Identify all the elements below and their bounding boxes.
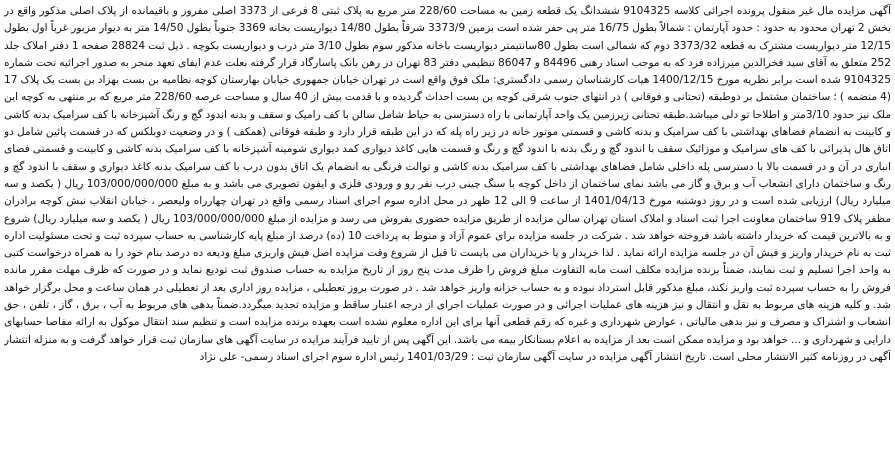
auction-notice xyxy=(4,3,891,469)
auction-notice-text: آگهی مزایده مال غیر منقول پرونده اجرائی کلاسه 9104325 ششدانگ یک قطعه زمین به مساحت 228/60 متر مربع به پلاک ثبتی 8 فرعی از 3373 اصلی مفروز و باقیمانده از پلاک اصلی مذکور واقع در بخش 2 تهران محدود به حدود : حدود آپارتمان : شمالاً بطول 16/75 متر پی حفر شده است بزمین 3373/9 شرقاً بطول 14/80 دیواریست بخانه 3369 جنوباً بطول 14/50 متر به دیوار مزبور غرباً اول بطول 12/15 متر دیواریست مشترک به قطعه 3373/32 دوم که شمالی است بطول 80سانتیمتر دیواریست باخانه مذکور سوم بطول 3/10 متر درب و دیواریست بکوچه . ذیل ثبت 28824 صفحه 1 دفتر املاک جلد 252 متعلق به آقای سید فخرالدین میرزاده فرد که به موجب اسناد رهنی 84496 و 86047 تنظیمی دفتر 83 تهران در رهن بانک پاسارگاد قرار گرفته بعلت عدم ایفای تعهد منجر به صدور اجرائیه تحت شماره 9104325 شده است برابر نظریه مورخ 1400/12/15 هیات کارشناسان رسمی دادگستری: ملک فوق واقع است در تهران خیابان جمهوری خیابان بهارستان کوچه نظامیه بن بست بهزاد بن بست یک پلاک 17 (4 منضمه ) ؛ ساختمان مشتمل بر دوطبقه (تحتانی و فوقانی ) در انتهای جنوب شرقی کوچه بن بست احداث گردیده و با قدمت بیش از 40 سال و مساحت عرصه 228/60 متر مربع که بر منتهی به کوچه این ملک نیز حدود 3/10متر و اطلاحا تو دلی میباشد.طبقه تحتانی زیرزمین یک واحد آپارتمانی با راه دسترسی به حیاط شامل سالن با کف رامیک و سقف و بدنه اندود گچ و رنگ آشپزخانه با کف سرامیک بدنه کاشی و کابینت به انضمام فضاهای بهداشتی با کف سرامیک و بدنه کاشی و قسمتی موتور خانه در زیر راه پله که در این طبقه قرار دارد و طبقه فوقانی (همکف ) و در وضعیت دوبلکس که در قسمت پائین شامل دو اتاق هال پذیرائی با کف های سرامیک و موزائیک سقف با اندود گچ و رنگ بدنه با اندود گچ و رنگ و قسمت هایی کاغذ دیواری کمد دیواری شومینه آشپزخانه با کف سرامیک بدنه کاشی و کابینت و قسمتی فضای انباری در آن و در قسمت بالا با دسترسی پله داخلی شامل فضاهای بهداشتی با کف سرامیک بدنه کاشی و توالت فرنگی به انضمام یک اتاق بدون درب با کف سرامیک بدنه کاغذ دیواری و سقف با اندود گچ و رنگ و ساختمان دارای انشعاب آب و برق و گاز می باشد نمای ساختمان از داخل کوچه با سنگ چینی درب نفر رو و ورودی فلزی و ایفون تصویری می باشد و به مبلغ 103/000/000/000 ریال ( یکصد و سه میلیارد ریال) ارزیابی شده است و در روز دوشنبه مورخ 1401/04/13 از ساعت 9 الی 12 ظهر در محل اداره سوم اجرای اسناد رسمی واقع در تهران چهارراه ولیعصر ، خیابان انقلاب نبش کوچه برادران مظفر پلاک 919 ساختمان معاونت اجرا ثبت اسناد و املاک استان تهران سالن مزایده از طریق مزایده حضوری بفروش می رسد و مزایده از مبلغ 103/000/000/000 ریال ( یکصد و سه میلیارد ریال) شروع و به بالاترین قیمت که خریدار داشته باشد فروخته خواهد شد . شرکت در جلسه مزایده برای عموم آزاد و منوط به پرداخت 10 (ده) درصد از مبلغ پایه کارشناسی به حساب سپرده ثبت و تحت مسئولیت اداره ثبت به نام خریدار واریز و فیش آن در جلسه مزایده ارائه نماید . لذا خریدار و یا خریداران می بایست تا قبل از شروع وقت مزایده اصل فیش واریزی مبلغ ودیعه ده درصد بنام خود را به همراه درخواست کتبی به واحد اجرا تسلیم و ثبت نمایند، ضمناً برنده مزایده مکلف است مابه التفاوت مبلغ فروش را ظرف مدت پنج روز از تاریخ مزایده به حساب صندوق ثبت تودیع نماید و در صورت که ظرف مهلت مقرر مانده فروش را به حساب سپرده ثبت واریز نکند، مبلغ مذکور قابل استرداد نبوده و به حساب خزانه واریز خواهد شد . در صورت بروز تعطیلی ، مزایده روز اداری بعد از تعطیلی در همان ساعت و محل برگزار خواهد شد. و کلیه هزینه های مربوط به نقل و انتقال و نیز هزینه های عملیات اجرائی و در صورت عملیات اجرای از درجه اعتبار ساقط و مزایده تجدید میگردد.ضمناً بدهی های مربوط به آب ، برق ، گاز ، تلفن ، حق انشعاب و اشتراک و مصرف و نیز بدهی مالیاتی ، عوارض شهرداری و غیره که رقم قطعی آنها برای این اداره معلوم نشده است بعهده برنده مزایده است و تنظیم سند انتقال موکول به ارائه مفاصا حسابهای دارایی و شهرداری و ... خواهد بود و مزایده ممکن است بعد از مزایده به اعلام بستانکار بیمه می باشد. این آگهی پس از تایید فرآیند مزایده در سایت آگهی های سازمان ثبت قرار خواهد گرفت و به منزله انتشار آگهی در روزنامه کثیر الانتشار محلی است. تاریخ انتشار آگهی مزایده در سایت آگهی سازمان ثبت : 1401/03/29 رئیس اداره سوم اجرای اسناد رسمی- علی نژاد xyxy=(4,5,891,363)
